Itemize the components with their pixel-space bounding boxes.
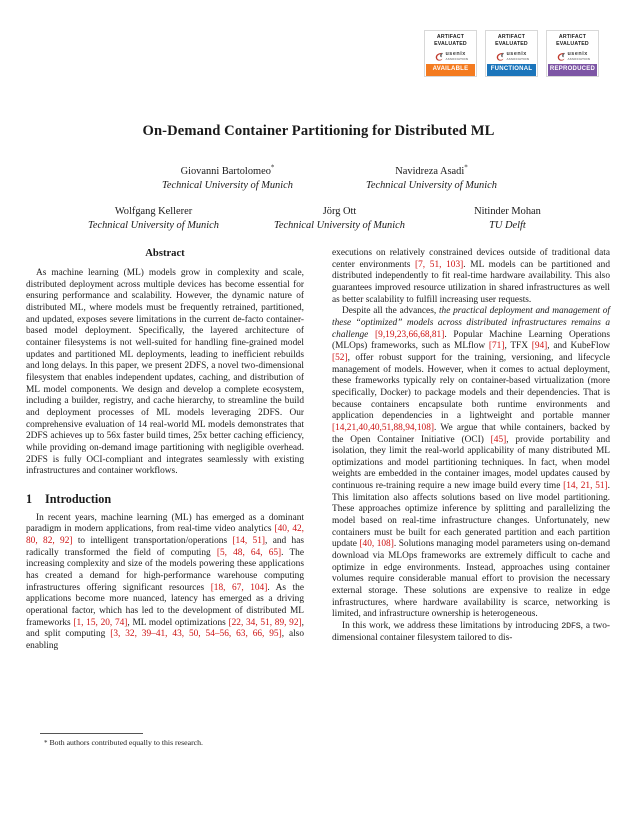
- body-columns: [26, 248, 611, 653]
- author-name-text: Giovanni Bartolomeo: [180, 166, 271, 177]
- author-affiliation: Technical University of Munich: [88, 220, 219, 232]
- author-affiliation: Technical University of Munich: [274, 220, 405, 232]
- text-run: , offer robust support for the training, versioning, and lifecycle management of models. However, when it comes to actual deployment, these frameworks typically rely on container-based virtualization (more specifically, Docker) to package models and their dependencies. That is because containers encapsulate both runtime environments and application dependencies in a lightweight and portable manner: [332, 352, 610, 422]
- intro-paragraph-2: [332, 306, 610, 621]
- badge-line-1: ARTIFACT: [558, 34, 587, 40]
- left-column: [26, 248, 304, 653]
- citation-ref[interactable]: [18, 67, 104]: [210, 582, 268, 593]
- text-run: , provide portability and isolation, they limit the real-world applicability of many distributed ML optimizations and model partitioning techniques. In fact, when model weights are embedded in the container images, model updates caused by continuous re-training require a new image build every time: [332, 434, 610, 492]
- footnote-rule: [40, 733, 143, 734]
- author-footnote-mark: *: [464, 163, 468, 172]
- usenix-logo-text: [445, 52, 468, 62]
- badge-status-available: AVAILABLE: [426, 64, 475, 76]
- usenix-flame-icon: [555, 51, 566, 62]
- author-entry: [126, 165, 330, 194]
- author-entry: [247, 205, 433, 234]
- right-column: [332, 248, 610, 653]
- text-run: , also enabling: [26, 629, 304, 652]
- author-name: [126, 165, 330, 179]
- section-number: 1: [26, 491, 33, 506]
- text-run: , and has radically transformed the field of computing: [26, 536, 304, 558]
- usenix-logo-text: [567, 52, 590, 62]
- artifact-badge-reproduced: [546, 30, 599, 77]
- citation-ref[interactable]: [52]: [332, 352, 348, 363]
- text-run: . Solutions managing model parameters using on-demand download via MLOps frameworks are extremely difficult to cache and optimize in edge environments. Instead, approaches using container volumes require considerable manual effort to provision the necessary external storage. These solutions are expensive to realize in edge infrastructures, where hardware availability is scarce, networking is limited, and infrastructure ownership is heterogeneous.: [332, 539, 610, 620]
- author-entry: [330, 165, 534, 194]
- intro-paragraph-1: [26, 513, 304, 653]
- author-row-2: [0, 205, 637, 234]
- text-run: . ML models can be partitioned and distributed independently to fit real-time hardware availability. This also guarantees improved resource utilization in shared infrastructures as well as better scalability to fulfill increasing user requests.: [332, 259, 611, 305]
- badge-line-2: EVALUATED: [556, 41, 589, 47]
- citation-ref[interactable]: [7, 51, 103]: [415, 259, 464, 270]
- abstract-text: As machine learning (ML) models grow in complexity and scale, distributed deployment across multiple devices has become essential for ensuring performance and scalability. However, the dynamic nature of distributed ML, where models must be frequently retrained, partitioned, and updated, exposes severe limitations in the current de-facto container-based model deployment. Specifically, the layered architecture of container filesystems is not well-suited for handling fine-grained model updates and partitioned ML deployments, leading to inefficient rebuilds and long delays. In this paper, we present 2DFS, a novel two-dimensional filesystem that enables independent updates, caching, and distribution of ML model components. We design and develop a complete ecosystem, including a builder, registry, and cache hierarchy, to streamline the build and deployment processes of ML models leveraging 2DFS. Our comprehensive evaluation of 14 real-world ML models demonstrates that 2DFS achieves up to 56x faster build times, 25x better caching efficiency, while providing on-demand image partitioning with negligible overhead. 2DFS is fully OCI-compliant and integrates seamlessly with existing infrastructures and container workflows.: [26, 268, 304, 477]
- usenix-association-text: ASSOCIATION: [567, 56, 591, 61]
- author-name: [330, 165, 534, 179]
- text-run: In this work, we address these limitations by introducing: [342, 621, 562, 631]
- footnote-mark: *: [44, 739, 48, 747]
- abstract-heading: Abstract: [145, 248, 185, 259]
- text-run: executions on relatively constrained devices outside of traditional data center environments: [332, 248, 610, 270]
- paper-title: On-Demand Container Partitioning for Distributed ML: [142, 123, 495, 139]
- citation-ref[interactable]: [40, 42, 80, 82, 92]: [26, 524, 304, 547]
- usenix-logo-text: [506, 52, 529, 62]
- citation-ref[interactable]: [14, 51]: [232, 536, 266, 547]
- citation-ref[interactable]: [3, 32, 39–41, 43, 50, 54–56, 63, 66, 95]: [110, 629, 282, 640]
- artifact-badge-available: [424, 30, 477, 77]
- text-run: Despite all the advances,: [342, 306, 439, 317]
- usenix-logo: [487, 51, 536, 63]
- badge-status-reproduced: REPRODUCED: [548, 64, 597, 76]
- artifact-badge-functional: [485, 30, 538, 77]
- author-name-text: Navidreza Asadi: [395, 166, 465, 177]
- author-affiliation: Technical University of Munich: [162, 180, 293, 192]
- usenix-association-text: ASSOCIATION: [506, 56, 530, 61]
- author-row-1: [0, 165, 637, 194]
- text-run: to intelligent transportation/operations: [72, 536, 233, 547]
- author-entry: [61, 205, 247, 234]
- citation-ref[interactable]: [45]: [490, 434, 507, 445]
- citation-ref[interactable]: [5, 48, 64, 65]: [216, 547, 282, 558]
- author-name: Jörg Ott: [322, 205, 357, 217]
- usenix-flame-icon: [494, 51, 505, 62]
- usenix-wordmark: usenix: [567, 50, 588, 57]
- badge-status-functional: FUNCTIONAL: [487, 64, 536, 76]
- citation-ref[interactable]: [22, 34, 51, 89, 92]: [228, 617, 302, 628]
- text-run: . This limitation also affects solutions based on live model partitioning. These approaches optimize inference by splitting and parallelizing the model based on real-time infrastructure changes. Unfortunately, new containers must be built for each generated partition and each partition update: [332, 481, 610, 550]
- usenix-logo: [548, 51, 597, 63]
- footnote-area: [26, 733, 304, 748]
- text-run: , TFX: [504, 341, 532, 352]
- author-block: [0, 165, 637, 234]
- text-run: , and split computing: [26, 617, 304, 640]
- usenix-wordmark: usenix: [445, 50, 466, 57]
- badge-line-1: ARTIFACT: [436, 34, 465, 40]
- intro-paragraph-1-cont: [332, 248, 610, 306]
- footnote-body: Both authors contributed equally to this research.: [49, 738, 203, 747]
- badge-line-2: EVALUATED: [434, 41, 467, 47]
- citation-ref[interactable]: [9,19,23,66,68,81]: [375, 329, 445, 340]
- author-entry: [433, 205, 583, 234]
- usenix-flame-icon: [433, 51, 444, 62]
- author-footnote-mark: *: [270, 163, 275, 172]
- text-run: . We argue that while containers, backed by the Open Container Initiative (OCI): [332, 422, 610, 445]
- citation-ref[interactable]: [40, 108]: [359, 539, 394, 550]
- usenix-logo: [426, 51, 475, 63]
- footnote-text: [26, 738, 304, 748]
- author-affiliation: Technical University of Munich: [366, 180, 497, 192]
- section-heading-introduction: [26, 492, 304, 507]
- citation-ref[interactable]: [14, 21, 51]: [563, 481, 608, 492]
- citation-ref[interactable]: [71]: [488, 341, 505, 352]
- text-run: , a two-dimensional container filesystem tailored to dis-: [332, 621, 610, 643]
- author-name: Nitinder Mohan: [474, 205, 541, 217]
- monospace-term: 2DFS: [561, 621, 581, 631]
- section-title: Introduction: [45, 491, 112, 506]
- citation-ref[interactable]: [1, 15, 20, 74]: [73, 617, 128, 628]
- text-run: . As the applications become more nuanced, latency has emerged as a driving operational factor, which has led to the development of distributed ML frameworks: [26, 582, 304, 628]
- usenix-association-text: ASSOCIATION: [445, 56, 469, 61]
- text-run: In recent years, machine learning (ML) has emerged as a dominant paradigm in modern applications, from real-time video analytics: [26, 512, 304, 535]
- badge-line-1: ARTIFACT: [497, 34, 526, 40]
- usenix-wordmark: usenix: [506, 50, 527, 57]
- text-run: , and KubeFlow: [547, 341, 610, 352]
- text-run: . Popular Machine Learning Operations (MLOps) frameworks, such as MLflow: [332, 329, 610, 352]
- author-affiliation: TU Delft: [489, 220, 526, 232]
- text-run: . The increasing complexity and size of the models powering these applications has created a demand for high-performance warehouse computing infrastructures offering significant resources: [26, 547, 304, 593]
- text-run: , ML model optimizations: [127, 617, 229, 628]
- artifact-badge-row: [424, 30, 599, 77]
- citation-ref[interactable]: [94]: [531, 341, 548, 352]
- emphasized-text: the practical deployment and management of these “optimized” models across distributed infrastructures remains a challenge: [332, 306, 610, 340]
- intro-paragraph-3: [332, 621, 610, 644]
- citation-ref[interactable]: [14,21,40,40,51,88,94,108]: [332, 422, 434, 433]
- author-name: Wolfgang Kellerer: [114, 205, 193, 217]
- badge-line-2: EVALUATED: [495, 41, 528, 47]
